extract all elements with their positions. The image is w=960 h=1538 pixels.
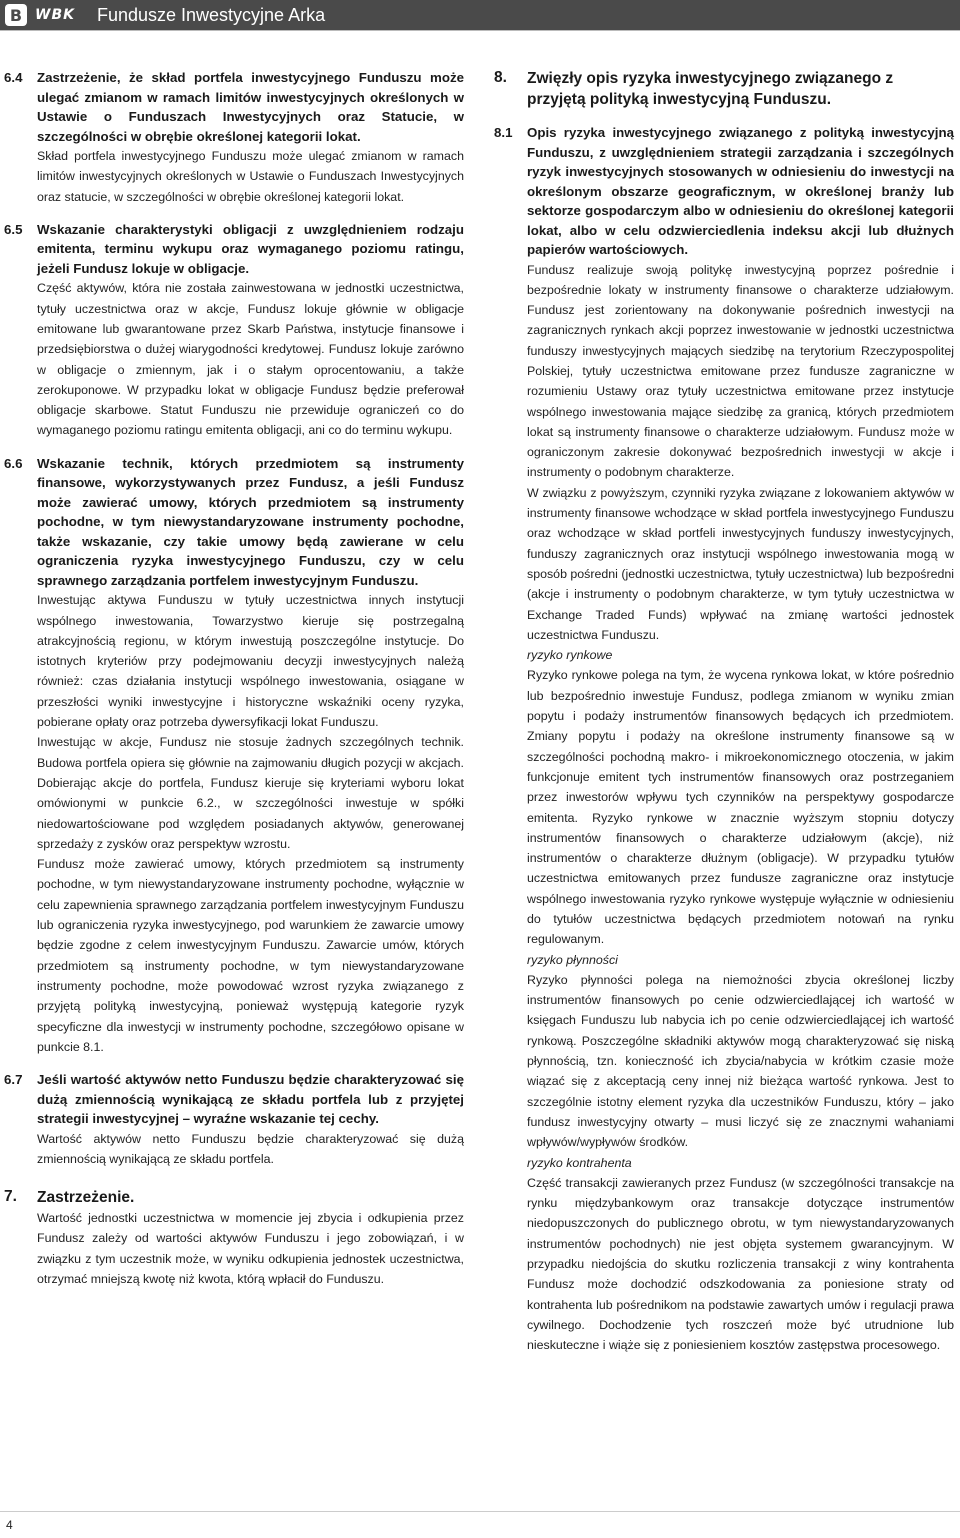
section-number: 6.4 (4, 70, 23, 85)
section-6-5 (4, 220, 464, 441)
bank-logo-icon: B (5, 4, 27, 26)
section-8 (494, 68, 954, 110)
brand-logo: WBK (35, 7, 75, 23)
section-6-4 (4, 68, 464, 207)
section-7 (4, 1187, 464, 1289)
section-heading: Wskazanie technik, których przedmiotem są instrumenty finansowe, wykorzystywanych przez Fundusz, a jeśli Fundusz może zawierać umowy, których przedmiotem są instrumenty pochodne, w tym niewystandaryzowane instrumenty pochodne, także wskazanie, czy takie umowy będą zawierane w celu ograniczenia ryzyka inwestycyjnego Funduszu, czy w celu sprawnego zarządzania portfelem inwestycyjnym Funduszu. (37, 455, 464, 588)
right-column (494, 68, 954, 1356)
section-body (37, 590, 464, 1057)
section-6-6 (4, 454, 464, 1057)
paragraph: Część transakcji zawieranych przez Fundusz (w szczególności transakcje na rynku międzybankowym oraz transakcje dotyczące instrumentów niedopuszczonych do publicznego obrotu, w tym niewystandaryzowanych instrumentów pochodnych) nie jest objęta systemem gwarancyjnym. W przypadku niedojścia do skutku rozliczenia transakcji z winy kontrahenta Fundusz może dochodzić odszkodowania za poniesione straty od kontrahenta lub pośrednikom na podstawie zawartych umów i regulacji prawa cywilnego. Dochodzenie tych roszczeń może być utrudnione lub nieskuteczne i wiąże się z poniesieniem kosztów zastępstwa procesowego. (527, 1175, 954, 1353)
page-number: 4 (6, 1518, 13, 1532)
section-body: Skład portfela inwestycyjnego Funduszu może ulegać zmianom w ramach limitów inwestycyjnych określonych w Ustawie o Funduszach Inwestycyjnych oraz statucie, w szczególności w obrębie określonej kategorii lokat. (37, 149, 464, 204)
header-bar (0, 0, 960, 30)
section-heading: Wskazanie charakterystyki obligacji z uwzględnieniem rodzaju emitenta, terminu wykupu oraz wymaganego poziomu ratingu, jeżeli Fundusz lokuje w obligacje. (37, 221, 464, 276)
section-heading: Jeśli wartość aktywów netto Funduszu będzie charakteryzować się dużą zmiennością wynikającą ze składu portfela lub z przyjętej strategii inwestycyjnej – wyraźne wskazanie tej cechy. (37, 1072, 464, 1127)
section-number: 8.1 (494, 125, 513, 140)
section-number: 7. (4, 1188, 17, 1206)
risk-title: ryzyko rynkowe (527, 648, 613, 663)
section-body: Wartość aktywów netto Funduszu będzie charakteryzować się dużą zmiennością wynikającą ze składu portfela. (37, 1131, 464, 1166)
footer-divider (0, 1511, 960, 1512)
paragraph: W związku z powyższym, czynniki ryzyka związane z lokowaniem aktywów w instrumenty finansowe wchodzące w skład portfela inwestycyjnego Funduszu oraz wchodzące w skład portfeli inwestycyjnych funduszy inwestycyjnych, funduszy zagranicznych oraz instytucji wspólnego inwestowania mogą w sposób pośredni (jednostki uczestnictwa, tytuły uczestnictwa) lub bezpośredni (akcje i instrumenty o podobnym charakterze, w tym tytuły uczestnictwa w Exchange Traded Funds) wpływać na zmianę wartości jednostek uczestnictwa Funduszu. (527, 485, 955, 642)
section-heading: Zastrzeżenie. (37, 1189, 135, 1207)
left-column (4, 68, 464, 1289)
section-number: 6.7 (4, 1072, 23, 1088)
section-heading: Zwięzły opis ryzyka inwestycyjnego związanego z przyjętą polityką inwestycyjną Funduszu. (527, 70, 894, 108)
section-body: Część aktywów, która nie została zainwestowana w jednostki uczestnictwa, tytuły uczestnictwa oraz w akcje, Fundusz lokuje głównie w obligacje emitowane lub gwarantowane przez Skarb Państwa, instytucje finansowe i przedsiębiorstwa o dużej wiarygodności kredytowej. Fundusz lokuje zarówno w obligacje o zmiennym, jak i o stałym oprocentowaniu, a także zerokuponowe. W przypadku lokat w obligacje Fundusz będzie preferował obligacje skarbowe. Statut Funduszu nie przewiduje ograniczeń co do wymaganego poziomu ratingu emitenta obligacji, ani co do terminu wykupu. (37, 281, 464, 438)
paragraph: Inwestując w akcje, Fundusz nie stosuje żadnych szczególnych technik. Budowa portfela opiera się głównie na zajmowaniu długich pozycji w akcjach. Dobierając akcje do portfela, Fundusz kieruje się kryteriami wyboru lokat omówionymi w punkcie 6.2., w szczególności inwestuje w spółki niedowartościowane pod względem posiadanych aktywów, generowanej sprzedaży z zysków oraz perspektyw wzrostu. (37, 735, 464, 851)
section-heading: Zastrzeżenie, że skład portfela inwestycyjnego Funduszu może ulegać zmianom w ramach limitów inwestycyjnych określonych w Ustawie o Funduszach Inwestycyjnych oraz Statucie, w szczególności w obrębie określonej kategorii lokat. (37, 70, 464, 144)
paragraph: Ryzyko płynności polega na niemożności zbycia określonej liczby instrumentów finansowych po cenie odzwierciedlającej ich wartość w księgach Funduszu lub nabycia ich po cenie odzwierciedlającej ich wartość rynkową. Poszczególne składniki aktywów mogą charakteryzować się niską płynnością, tzn. konieczność ich zbycia/nabycia w krótkim czasie może wiązać się z akceptacją ceny innej niż bieżąca wartość rynkowa. Jest to szczególnie istotny element ryzyka dla uczestników Funduszu, który – jako fundusz inwestycyjny otwarty – musi liczyć się ze znacznymi wahaniami wpływów/wypływów środków. (527, 972, 954, 1150)
header-divider (0, 30, 960, 31)
section-6-7 (4, 1070, 464, 1169)
section-number: 6.6 (4, 455, 23, 471)
paragraph: Inwestując aktywa Funduszu w tytuły uczestnictwa innych instytucji wspólnego inwestowania, Towarzystwo kieruje się postrzegalną atrakcyjnością regionu, w którym inwestują poszczególne instytucje. Do istotnych kryteriów przy podejmowaniu decyzji inwestycyjnych należą również: czas działania instytucji wspólnego inwestowania, osiągane w przeszłości wyniki inwestycyjne i historyczne wskaźniki oceny ryzyka, pobierane opłaty oraz potrzeba dywersyfikacji lokat Funduszu. (37, 593, 464, 730)
section-number: 6.5 (4, 221, 23, 237)
paragraph: Fundusz realizuje swoją politykę inwestycyjną poprzez pośrednie i bezpośrednie lokaty w instrumenty finansowe o charakterze udziałowym. Fundusz jest zorientowany na dokonywanie pośrednich inwestycji na zagranicznych rynkach akcji poprzez inwestowanie w jednostki uczestnictwa funduszy inwestycyjnych mających siedzibę na terytorium Rzeczypospolitej Polskiej, tytuły uczestnictwa emitowane przez fundusze zagraniczne w rozumieniu Ustawy oraz tytuły uczestnictwa emitowane przez instytucje wspólnego inwestowania mające siedzibę za granicą, których przedmiotem lokat są instrumenty finansowe o charakterze udziałowym. Fundusz może w ograniczonym zakresie dokonywać bezpośrednich inwestycji w akcje i instrumenty o podobnym charakterze. (527, 262, 954, 480)
risk-title: ryzyko płynności (527, 952, 618, 967)
risk-title: ryzyko kontrahenta (527, 1155, 632, 1170)
section-heading: Opis ryzyka inwestycyjnego związanego z polityką inwestycyjną Funduszu, z uwzględnieniem strategii zarządzania i szczególnych ryzyk inwestycyjnych stosowanych w odniesieniu do inwestycji na określonym obszarze geograficznym, w określonej branży lub sektorze gospodarczym albo w odniesieniu do określonej kategorii lokat, albo w celu odzwierciedlenia indeksu akcji lub dłużnych papierów wartościowych. (527, 125, 954, 257)
section-body (527, 260, 954, 1356)
page-title: Fundusze Inwestycyjne Arka (96, 4, 326, 25)
paragraph: Fundusz może zawierać umowy, których przedmiotem są instrumenty pochodne, w tym niewystandaryzowane instrumenty pochodne, wyłącznie w celu zapewnienia sprawnego zarządzania portfelem inwestycyjnym Funduszu lub ograniczenia ryzyka inwestycyjnego, pod warunkiem że zawarcie umowy będzie zgodne z celem inwestycyjnym Funduszu. Zawarcie umów, których przedmiotem są instrumenty pochodne, w tym niewystandaryzowane instrumenty pochodne, może powodować wzrost ryzyka związanego z przyjętą polityką inwestycyjną, ponieważ występują kategorie ryzyk specyficzne dla inwestycji w instrumenty pochodne, szczegółowo opisane w punkcie 8.1. (37, 857, 464, 1054)
section-number: 8. (494, 69, 507, 86)
section-8-1 (494, 123, 954, 1356)
section-body: Wartość jednostki uczestnictwa w momencie jej zbycia i odkupienia przez Fundusz zależy od wartości aktywów Funduszu i jego zobowiązań, i w związku z tym uczestnik może, w wyniku odkupienia jednostek uczestnictwa, otrzymać mniejszą kwotę niż kwota, którą wpłacił do Funduszu. (37, 1211, 464, 1287)
paragraph: Ryzyko rynkowe polega na tym, że wycena rynkowa lokat, w które pośrednio lub bezpośrednio inwestuje Fundusz, podlega zmianom w wyniku zmian popytu i podaży instrumentów finansowych będących ich przedmiotem. Zmiany popytu i podaży na określone instrumenty finansowe są w szczególności pochodną makro- i mikroekonomicznego otoczenia, w jakim funkcjonuje emitent tych instrumentów finansowych oraz postrzeganiem przez inwestorów wpływu tych czynników na perspektywy gospodarcze emitenta. Ryzyko rynkowe w znacznie wyższym stopniu dotyczy instrumentów finansowych o charakterze udziałowym (akcje), niż instrumentów o charakterze dłużnym (obligacje). W przypadku tytułów uczestnictwa emitowanych przez fundusze zagraniczne oraz instytucje wspólnego inwestowania ryzyko rynkowe występuje wyłącznie w odniesieniu do tytułów uczestnictwa będących przedmiotem notowań na rynku regulowanym. (527, 668, 954, 947)
